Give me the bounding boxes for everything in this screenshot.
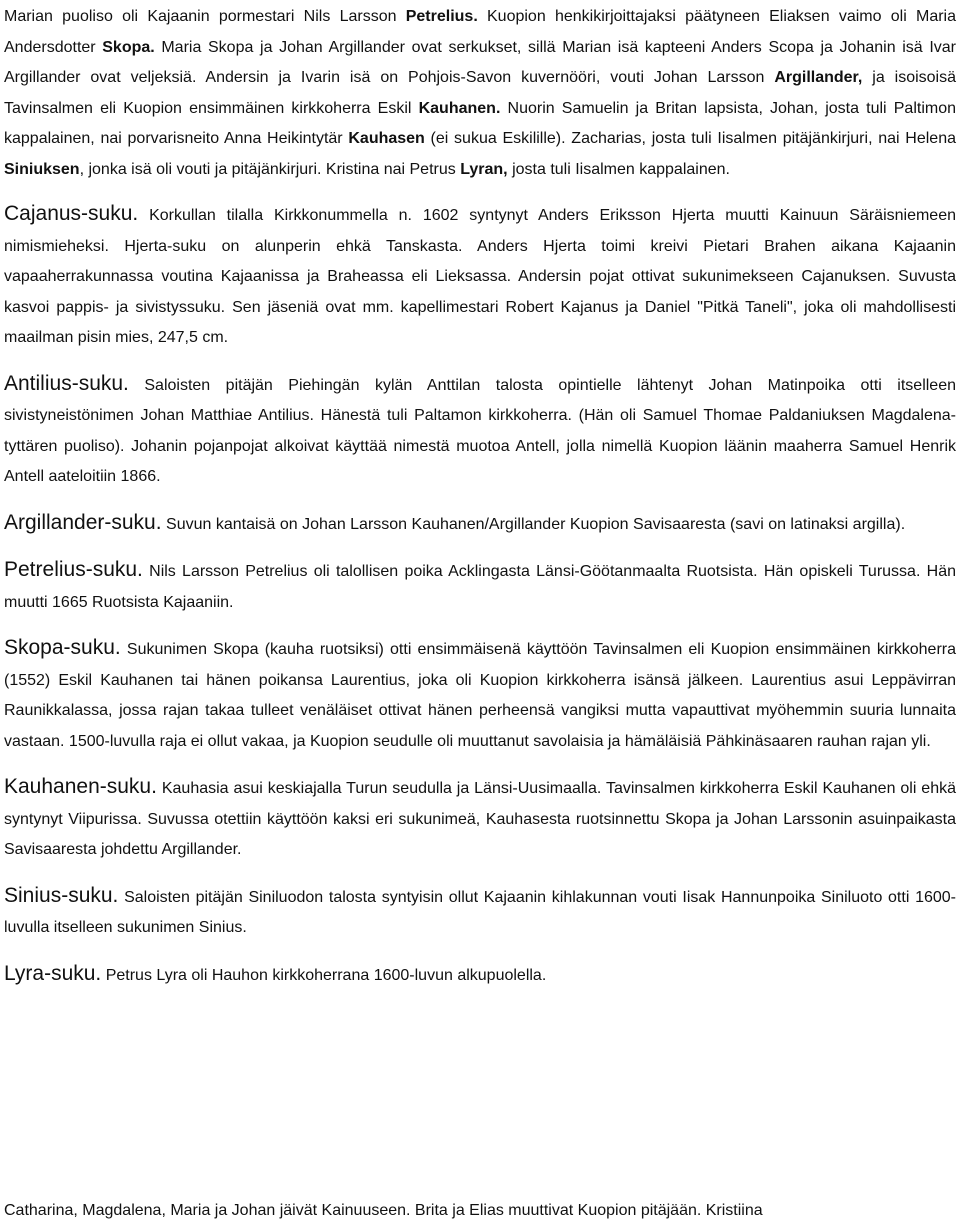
- intro-text-1: Marian puoliso oli Kajaanin pormestari Nils Larsson: [4, 8, 406, 25]
- intro-bold-siniuksen: Siniuksen: [4, 160, 80, 178]
- family-paragraph-kauhanen: [4, 772, 956, 866]
- intro-bold-kauhanen: Kauhanen.: [418, 99, 501, 117]
- intro-text-3: Maria Skopa ja Johan Argillander ovat serkukset, sillä Marian isä kapteeni Anders Scopa ja Johanin isä Ivar Argillander ovat veljeksiä. Andersin ja Ivarin isä on Pohjois-Savon kuvernööri, vouti Johan Larsson: [4, 38, 956, 86]
- intro-text-8: josta tuli Iisalmen kappalainen.: [507, 160, 730, 178]
- family-text-kauhanen: Kauhasia asui keskiajalla Turun seudulla ja Länsi-Uusimaalla. Tavinsalmen kirkkoherra Eskil Kauhanen oli ehkä syntynyt Viipurissa. Suvussa otettiin käyttöön kaksi eri sukunimeä, Kauhasesta ruotsinnettu Skopa ja Johan Larssonin asuinpaikasta Savisaaresta johdettu Argillander.: [4, 780, 956, 858]
- footer-text-line: Catharina, Magdalena, Maria ja Johan jäivät Kainuuseen. Brita ja Elias muuttivat Kuopion pitäjään. Kristiina: [4, 1202, 763, 1219]
- family-heading-petrelius: Petrelius-suku.: [4, 558, 143, 581]
- family-heading-sinius: Sinius-suku.: [4, 883, 119, 907]
- family-paragraph-antilius: [4, 369, 956, 493]
- intro-bold-skopa: Skopa.: [102, 38, 155, 56]
- intro-bold-petrelius: Petrelius.: [405, 8, 478, 25]
- family-heading-skopa: Skopa-suku.: [4, 636, 121, 659]
- family-text-skopa: Sukunimen Skopa (kauha ruotsiksi) otti ensimmäisenä käyttöön Tavinsalmen eli Kuopion ensimmäinen kirkkoherra (1552) Eskil Kauhanen tai hänen poikansa Laurentius, joka oli Kuopion kirkkoherra isänsä jälkeen. Laurentius asui Leppävirran Raunikkalassa, jossa rajan takaa tulleet venäläiset ottivat hänen perheensä vangiksi mutta vapauttivat myöhemmin suuria lunnaita vastaan. 1500-luvulla raja ei ollut vakaa, ja Kuopion seudulle oli muuttanut savolaisia ja hämäläisiä Pähkinäsaaren rauhan rajan yli.: [4, 641, 956, 750]
- family-text-lyra: Petrus Lyra oli Hauhon kirkkoherrana 1600-luvun alkupuolella.: [101, 966, 547, 984]
- family-paragraph-sinius: [4, 881, 956, 944]
- intro-bold-argillander: Argillander,: [774, 69, 863, 86]
- family-paragraph-petrelius: [4, 555, 956, 618]
- family-heading-argillander: Argillander-suku.: [4, 510, 162, 534]
- family-heading-kauhanen: Kauhanen-suku.: [4, 775, 157, 798]
- intro-text-5: Nuorin Samuelin ja Britan lapsista, Johan, josta tuli Paltimon kappalainen, nai porvarisneito Anna Heikintytär: [4, 99, 957, 147]
- intro-text-2: Kuopion henkikirjoittajaksi päätyneen Eliaksen vaimo oli Maria Andersdotter: [4, 8, 957, 56]
- intro-text-4: ja isoisoisä Tavinsalmen eli Kuopion ensimmäinen kirkkoherra Eskil: [4, 69, 957, 117]
- document-page: [4, 0, 956, 1006]
- family-text-cajanus: Korkullan tilalla Kirkkonummella n. 1602 syntynyt Anders Eriksson Hjerta muutti Kainuun Säräisniemeen nimismieheksi. Hjerta-suku on alunperin ehkä Tanskasta. Anders Hjerta toimi kreivi Pietari Brahen aikana Kajaanin vapaaherrakunnassa voutina Kajaanissa ja Braheassa eli Lieksassa. Andersin pojat ottivat sukunimekseen Cajanuksen. Suvusta kasvoi pappis- ja sivistyssuku. Sen jäseniä ovat mm. kapellimestari Robert Kajanus ja Daniel "Pitkä Taneli", joka oli mahdollisesti maailman pisin mies, 247,5 cm.: [4, 207, 956, 346]
- intro-text-6: (ei sukua Eskilille). Zacharias, josta tuli Iisalmen pitäjänkirjuri, nai Helena: [424, 130, 957, 147]
- family-paragraph-skopa: [4, 633, 956, 757]
- family-heading-cajanus: Cajanus-suku.: [4, 202, 139, 225]
- family-text-argillander: Suvun kantaisä on Johan Larsson Kauhanen/Argillander Kuopion Savisaaresta (savi on latinaksi argilla).: [161, 515, 906, 533]
- intro-text-7: , jonka isä oli vouti ja pitäjänkirjuri. Kristina nai Petrus: [79, 160, 461, 178]
- family-paragraph-lyra: [4, 959, 956, 992]
- family-text-antilius: Saloisten pitäjän Piehingän kylän Anttilan talosta opintielle lähtenyt Johan Matinpoika otti itselleen sivistyneistönimen Johan Matthiae Antilius. Hänestä tuli Paltamon kirkkoherra. (Hän oli Samuel Thomae Paldaniuksen Magdalena-tyttären puoliso). Johanin pojanpojat alkoivat käyttää nimestä muotoa Antell, jolla nimellä Kuopion läänin maaherra Samuel Henrik Antell aateloitiin 1866.: [4, 376, 956, 485]
- family-heading-lyra: Lyra-suku.: [4, 961, 102, 985]
- intro-bold-kauhasen: Kauhasen: [348, 130, 425, 147]
- family-paragraph-argillander: [4, 508, 956, 541]
- family-text-sinius: Saloisten pitäjän Siniluodon talosta syntyisin ollut Kajaanin kihlakunnan vouti Iisak Hannunpoika Siniluoto otti 1600-luvulla itselleen sukunimen Sinius.: [4, 888, 956, 936]
- family-heading-antilius: Antilius-suku.: [4, 371, 129, 395]
- intro-bold-lyran: Lyran,: [460, 160, 508, 178]
- family-text-petrelius: Nils Larsson Petrelius oli talollisen poika Acklingasta Länsi-Göötanmaalta Ruotsista. Hän opiskeli Turussa. Hän muutti 1665 Ruotsista Kajaaniin.: [4, 563, 956, 611]
- family-paragraph-cajanus: [4, 199, 956, 354]
- intro-paragraph: [4, 0, 956, 185]
